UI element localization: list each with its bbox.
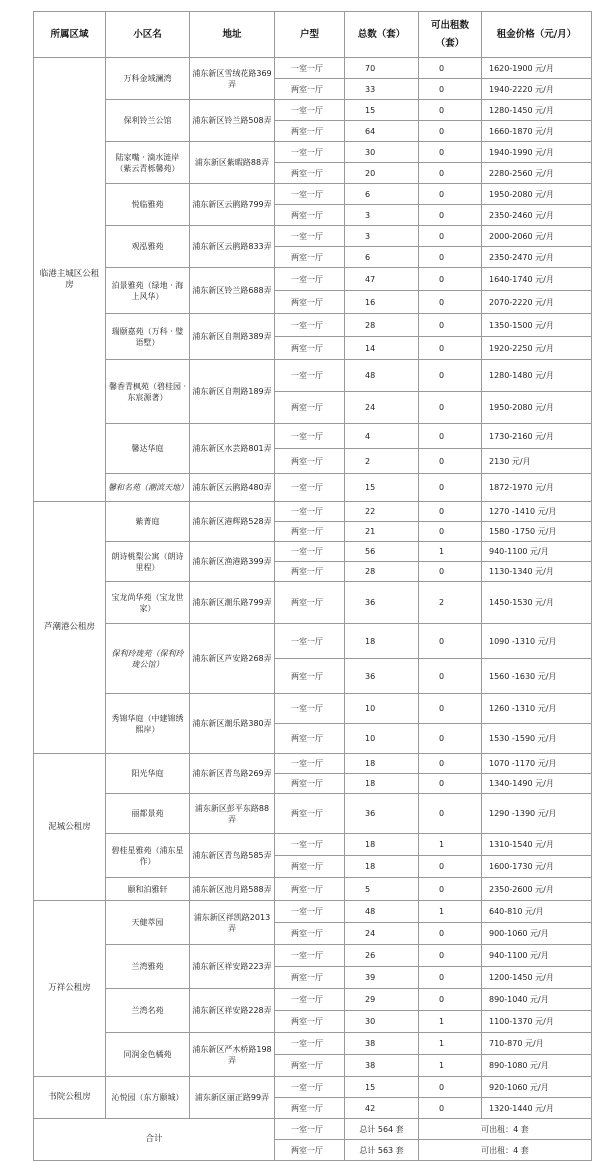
community-address: 浦东新区自荆路189弄: [190, 360, 275, 424]
total-cell: 3: [345, 226, 419, 247]
community-name: 宝龙尚华苑（宝龙世家）: [106, 582, 190, 624]
available-cell: 0: [419, 659, 482, 694]
total-cell: 15: [345, 474, 419, 502]
room-type-cell: 两室一厅: [275, 449, 345, 474]
rental-table: [33, 11, 592, 1161]
price-cell: 2070-2220 元/月: [482, 291, 592, 314]
available-cell: 0: [419, 121, 482, 142]
room-type-cell: 一室一厅: [275, 1033, 345, 1055]
room-type-cell: 两室一厅: [275, 392, 345, 424]
total-cell: 36: [345, 794, 419, 834]
community-name: 碧桂星雅苑（浦东星作）: [106, 834, 190, 878]
summary-row: [34, 1119, 592, 1140]
community-name: 万科金域澜湾: [106, 58, 190, 100]
header-available: 可出租数（套）: [419, 12, 482, 58]
total-cell: 5: [345, 878, 419, 901]
community-name: 天健萃园: [106, 901, 190, 945]
table-row: [34, 582, 592, 624]
header-room-type: 户型: [275, 12, 345, 58]
price-cell: 1350-1500 元/月: [482, 314, 592, 337]
total-cell: 15: [345, 100, 419, 121]
community-address: 浦东新区祥安路223弄: [190, 945, 275, 989]
available-cell: 0: [419, 226, 482, 247]
price-cell: 2000-2060 元/月: [482, 226, 592, 247]
available-cell: 0: [419, 794, 482, 834]
community-name: 保利铃兰公馆: [106, 100, 190, 142]
community-address: 浦东新区池月路588弄: [190, 878, 275, 901]
room-type-cell: 两室一厅: [275, 659, 345, 694]
room-type-cell: 一室一厅: [275, 542, 345, 562]
price-cell: 1200-1450 元/月: [482, 967, 592, 989]
total-cell: 21: [345, 522, 419, 542]
available-cell: 0: [419, 878, 482, 901]
community-address: 浦东新区祥安路228弄: [190, 989, 275, 1033]
total-cell: 28: [345, 314, 419, 337]
room-type-cell: 两室一厅: [275, 1011, 345, 1033]
price-cell: 1280-1450 元/月: [482, 100, 592, 121]
community-name: 朗诗桃梨公寓（朗诗里程）: [106, 542, 190, 582]
price-cell: 1660-1870 元/月: [482, 121, 592, 142]
price-cell: 2130 元/月: [482, 449, 592, 474]
available-cell: 0: [419, 449, 482, 474]
available-cell: 0: [419, 247, 482, 268]
price-cell: 890-1080 元/月: [482, 1055, 592, 1077]
price-cell: 920-1060 元/月: [482, 1077, 592, 1098]
total-cell: 28: [345, 562, 419, 582]
available-cell: 1: [419, 1011, 482, 1033]
table-row: [34, 360, 592, 392]
total-cell: 4: [345, 424, 419, 449]
summary-room-type: 一室一厅: [275, 1119, 345, 1140]
available-cell: 0: [419, 163, 482, 184]
total-cell: 6: [345, 247, 419, 268]
price-cell: 2350-2460 元/月: [482, 205, 592, 226]
room-type-cell: 一室一厅: [275, 314, 345, 337]
community-address: 浦东新区铃兰路508弄: [190, 100, 275, 142]
available-cell: 0: [419, 337, 482, 360]
header-price: 租金价格（元/月）: [482, 12, 592, 58]
total-cell: 38: [345, 1055, 419, 1077]
total-cell: 18: [345, 624, 419, 659]
community-address: 浦东新区紫暇路88弄: [190, 142, 275, 184]
header-total: 总数（套）: [345, 12, 419, 58]
room-type-cell: 两室一厅: [275, 79, 345, 100]
summary-label: 合计: [34, 1119, 275, 1161]
header-region: 所属区域: [34, 12, 106, 58]
room-type-cell: 两室一厅: [275, 774, 345, 794]
total-cell: 30: [345, 142, 419, 163]
available-cell: 0: [419, 624, 482, 659]
room-type-cell: 两室一厅: [275, 522, 345, 542]
total-cell: 18: [345, 834, 419, 856]
community-name: 兰湾名苑: [106, 989, 190, 1033]
total-cell: 39: [345, 967, 419, 989]
community-name: 丽都景苑: [106, 794, 190, 834]
table-row: [34, 794, 592, 834]
community-address: 浦东新区云鹃路799弄: [190, 184, 275, 226]
total-cell: 15: [345, 1077, 419, 1098]
available-cell: 0: [419, 1098, 482, 1119]
region-cell: 泥城公租房: [34, 754, 106, 901]
community-name: 悦临雅苑: [106, 184, 190, 226]
room-type-cell: 一室一厅: [275, 1077, 345, 1098]
community-name: 秀锦华庭（中建锦绣熙岸）: [106, 694, 190, 754]
table-row: [34, 624, 592, 659]
available-cell: 0: [419, 562, 482, 582]
price-cell: 1560 -1630 元/月: [482, 659, 592, 694]
available-cell: 0: [419, 754, 482, 774]
room-type-cell: 两室一厅: [275, 291, 345, 314]
room-type-cell: 一室一厅: [275, 754, 345, 774]
community-name: 同润金色橘苑: [106, 1033, 190, 1077]
room-type-cell: 一室一厅: [275, 694, 345, 724]
community-address: 浦东新区水芸路801弄: [190, 424, 275, 474]
community-name: 兰湾雅苑: [106, 945, 190, 989]
room-type-cell: 两室一厅: [275, 923, 345, 945]
total-cell: 18: [345, 856, 419, 878]
total-cell: 24: [345, 392, 419, 424]
table-row: [34, 945, 592, 967]
total-cell: 56: [345, 542, 419, 562]
community-name: 馨香青枫苑（碧桂园 · 东宸源著）: [106, 360, 190, 424]
region-cell: 临港主城区公租房: [34, 58, 106, 502]
room-type-cell: 两室一厅: [275, 582, 345, 624]
price-cell: 640-810 元/月: [482, 901, 592, 923]
price-cell: 1640-1740 元/月: [482, 268, 592, 291]
community-address: 浦东新区严木桥路198弄: [190, 1033, 275, 1077]
total-cell: 3: [345, 205, 419, 226]
price-cell: 2280-2560 元/月: [482, 163, 592, 184]
total-cell: 24: [345, 923, 419, 945]
table-row: [34, 424, 592, 449]
room-type-cell: 一室一厅: [275, 142, 345, 163]
room-type-cell: 两室一厅: [275, 1098, 345, 1119]
room-type-cell: 两室一厅: [275, 562, 345, 582]
total-cell: 22: [345, 502, 419, 522]
price-cell: 1600-1730 元/月: [482, 856, 592, 878]
available-cell: 2: [419, 582, 482, 624]
available-cell: 0: [419, 694, 482, 724]
price-cell: 2350-2470 元/月: [482, 247, 592, 268]
table-row: [34, 989, 592, 1011]
room-type-cell: 一室一厅: [275, 901, 345, 923]
available-cell: 1: [419, 901, 482, 923]
price-cell: 1730-2160 元/月: [482, 424, 592, 449]
available-cell: 0: [419, 522, 482, 542]
available-cell: 0: [419, 58, 482, 79]
room-type-cell: 一室一厅: [275, 58, 345, 79]
table-row: [34, 1033, 592, 1055]
price-cell: 1320-1440 元/月: [482, 1098, 592, 1119]
price-cell: 1290 -1390 元/月: [482, 794, 592, 834]
available-cell: 0: [419, 424, 482, 449]
available-cell: 1: [419, 542, 482, 562]
region-cell: 书院公租房: [34, 1077, 106, 1119]
table-row: [34, 226, 592, 247]
room-type-cell: 两室一厅: [275, 247, 345, 268]
summary-room-type: 两室一厅: [275, 1140, 345, 1161]
room-type-cell: 两室一厅: [275, 794, 345, 834]
community-address: 浦东新区渔港路399弄: [190, 542, 275, 582]
room-type-cell: 一室一厅: [275, 624, 345, 659]
room-type-cell: 一室一厅: [275, 184, 345, 205]
community-address: 浦东新区云鹃路833弄: [190, 226, 275, 268]
table-row: [34, 58, 592, 79]
room-type-cell: 一室一厅: [275, 945, 345, 967]
community-name: 紫菁庭: [106, 502, 190, 542]
total-cell: 33: [345, 79, 419, 100]
available-cell: 0: [419, 100, 482, 121]
community-name: 馨达华庭: [106, 424, 190, 474]
price-cell: 1280-1480 元/月: [482, 360, 592, 392]
available-cell: 0: [419, 989, 482, 1011]
table-body: [34, 58, 592, 1161]
price-cell: 1940-1990 元/月: [482, 142, 592, 163]
available-cell: 1: [419, 1033, 482, 1055]
available-cell: 0: [419, 205, 482, 226]
community-name: 观泓雅苑: [106, 226, 190, 268]
community-name: 沁悦园（东方颐城）: [106, 1077, 190, 1119]
price-cell: 900-1060 元/月: [482, 923, 592, 945]
table-row: [34, 834, 592, 856]
total-cell: 64: [345, 121, 419, 142]
table-row: [34, 502, 592, 522]
room-type-cell: 两室一厅: [275, 205, 345, 226]
price-cell: 1872-1970 元/月: [482, 474, 592, 502]
community-address: 浦东新区青鸟路269弄: [190, 754, 275, 794]
table-row: [34, 268, 592, 291]
total-cell: 48: [345, 901, 419, 923]
room-type-cell: 一室一厅: [275, 360, 345, 392]
community-name: 颐和泊雅轩: [106, 878, 190, 901]
total-cell: 36: [345, 582, 419, 624]
community-address: 浦东新区铃兰路688弄: [190, 268, 275, 314]
available-cell: 0: [419, 392, 482, 424]
room-type-cell: 两室一厅: [275, 163, 345, 184]
room-type-cell: 两室一厅: [275, 724, 345, 754]
room-type-cell: 两室一厅: [275, 856, 345, 878]
price-cell: 940-1100 元/月: [482, 945, 592, 967]
room-type-cell: 两室一厅: [275, 878, 345, 901]
total-cell: 2: [345, 449, 419, 474]
total-cell: 42: [345, 1098, 419, 1119]
community-name: 泊景雅苑（绿地 · 海上风华）: [106, 268, 190, 314]
community-address: 浦东新区青鸟路585弄: [190, 834, 275, 878]
table-row: [34, 694, 592, 724]
room-type-cell: 一室一厅: [275, 989, 345, 1011]
total-cell: 29: [345, 989, 419, 1011]
price-cell: 1310-1540 元/月: [482, 834, 592, 856]
price-cell: 1130-1340 元/月: [482, 562, 592, 582]
total-cell: 47: [345, 268, 419, 291]
price-cell: 940-1100 元/月: [482, 542, 592, 562]
community-address: 浦东新区雪绒花路369弄: [190, 58, 275, 100]
community-name: 馨和名苑（潮滨天地）: [106, 474, 190, 502]
price-cell: 1270 -1410 元/月: [482, 502, 592, 522]
available-cell: 0: [419, 314, 482, 337]
community-address: 浦东新区彭平东路88弄: [190, 794, 275, 834]
total-cell: 6: [345, 184, 419, 205]
price-cell: 890-1040 元/月: [482, 989, 592, 1011]
price-cell: 1070 -1170 元/月: [482, 754, 592, 774]
price-cell: 710-870 元/月: [482, 1033, 592, 1055]
table-row: [34, 100, 592, 121]
available-cell: 0: [419, 724, 482, 754]
summary-available: 可出租：4 套: [419, 1140, 592, 1161]
room-type-cell: 一室一厅: [275, 226, 345, 247]
price-cell: 1450-1530 元/月: [482, 582, 592, 624]
price-cell: 1950-2080 元/月: [482, 184, 592, 205]
header-address: 地址: [190, 12, 275, 58]
total-cell: 18: [345, 754, 419, 774]
table-row: [34, 314, 592, 337]
community-name: 保利玲珑苑（保利玲珑公馆）: [106, 624, 190, 694]
table-row: [34, 754, 592, 774]
total-cell: 48: [345, 360, 419, 392]
community-address: 浦东新区丽正路99弄: [190, 1077, 275, 1119]
price-cell: 1100-1370 元/月: [482, 1011, 592, 1033]
price-cell: 2350-2600 元/月: [482, 878, 592, 901]
community-address: 浦东新区芦安路268弄: [190, 624, 275, 694]
region-cell: 万祥公租房: [34, 901, 106, 1077]
header-community: 小区名: [106, 12, 190, 58]
price-cell: 1260 -1310 元/月: [482, 694, 592, 724]
total-cell: 14: [345, 337, 419, 360]
total-cell: 18: [345, 774, 419, 794]
room-type-cell: 两室一厅: [275, 337, 345, 360]
table-row: [34, 142, 592, 163]
available-cell: 0: [419, 923, 482, 945]
available-cell: 0: [419, 945, 482, 967]
community-name: 陆家嘴 · 滴水涟岸（紫云青栎馨苑）: [106, 142, 190, 184]
community-address: 浦东新区自荆路389弄: [190, 314, 275, 360]
available-cell: 0: [419, 856, 482, 878]
price-cell: 1340-1490 元/月: [482, 774, 592, 794]
room-type-cell: 一室一厅: [275, 100, 345, 121]
available-cell: 0: [419, 291, 482, 314]
total-cell: 20: [345, 163, 419, 184]
room-type-cell: 一室一厅: [275, 268, 345, 291]
price-cell: 1530 -1590 元/月: [482, 724, 592, 754]
available-cell: 0: [419, 268, 482, 291]
price-cell: 1920-2250 元/月: [482, 337, 592, 360]
region-cell: 芦潮港公租房: [34, 502, 106, 754]
room-type-cell: 一室一厅: [275, 424, 345, 449]
room-type-cell: 两室一厅: [275, 121, 345, 142]
table-row: [34, 878, 592, 901]
table-row: [34, 901, 592, 923]
available-cell: 0: [419, 360, 482, 392]
total-cell: 26: [345, 945, 419, 967]
available-cell: 0: [419, 474, 482, 502]
total-cell: 10: [345, 694, 419, 724]
community-address: 浦东新区潮乐路799弄: [190, 582, 275, 624]
available-cell: 0: [419, 774, 482, 794]
price-cell: 1940-2220 元/月: [482, 79, 592, 100]
community-address: 浦东新区云鹃路480弄: [190, 474, 275, 502]
available-cell: 0: [419, 967, 482, 989]
price-cell: 1950-2080 元/月: [482, 392, 592, 424]
available-cell: 0: [419, 502, 482, 522]
community-name: 阳光华庭: [106, 754, 190, 794]
total-cell: 30: [345, 1011, 419, 1033]
community-name: 瑞颐嘉苑（万科 · 璧语墅）: [106, 314, 190, 360]
price-cell: 1620-1900 元/月: [482, 58, 592, 79]
table-row: [34, 474, 592, 502]
room-type-cell: 两室一厅: [275, 967, 345, 989]
room-type-cell: 两室一厅: [275, 1055, 345, 1077]
available-cell: 0: [419, 142, 482, 163]
available-cell: 1: [419, 1055, 482, 1077]
summary-available: 可出租：4 套: [419, 1119, 592, 1140]
total-cell: 36: [345, 659, 419, 694]
total-cell: 70: [345, 58, 419, 79]
community-address: 浦东新区祥凯路2013弄: [190, 901, 275, 945]
community-address: 浦东新区港辉路528弄: [190, 502, 275, 542]
summary-total: 总计 563 套: [345, 1140, 419, 1161]
available-cell: 0: [419, 1077, 482, 1098]
available-cell: 1: [419, 834, 482, 856]
total-cell: 38: [345, 1033, 419, 1055]
total-cell: 16: [345, 291, 419, 314]
room-type-cell: 一室一厅: [275, 502, 345, 522]
price-cell: 1090 -1310 元/月: [482, 624, 592, 659]
price-cell: 1580 -1750 元/月: [482, 522, 592, 542]
summary-total: 总计 564 套: [345, 1119, 419, 1140]
community-address: 浦东新区潮乐路380弄: [190, 694, 275, 754]
total-cell: 10: [345, 724, 419, 754]
table-row: [34, 1077, 592, 1098]
table-row: [34, 184, 592, 205]
room-type-cell: 一室一厅: [275, 474, 345, 502]
available-cell: 0: [419, 184, 482, 205]
room-type-cell: 一室一厅: [275, 834, 345, 856]
header-row: [34, 12, 592, 58]
available-cell: 0: [419, 79, 482, 100]
table-row: [34, 542, 592, 562]
